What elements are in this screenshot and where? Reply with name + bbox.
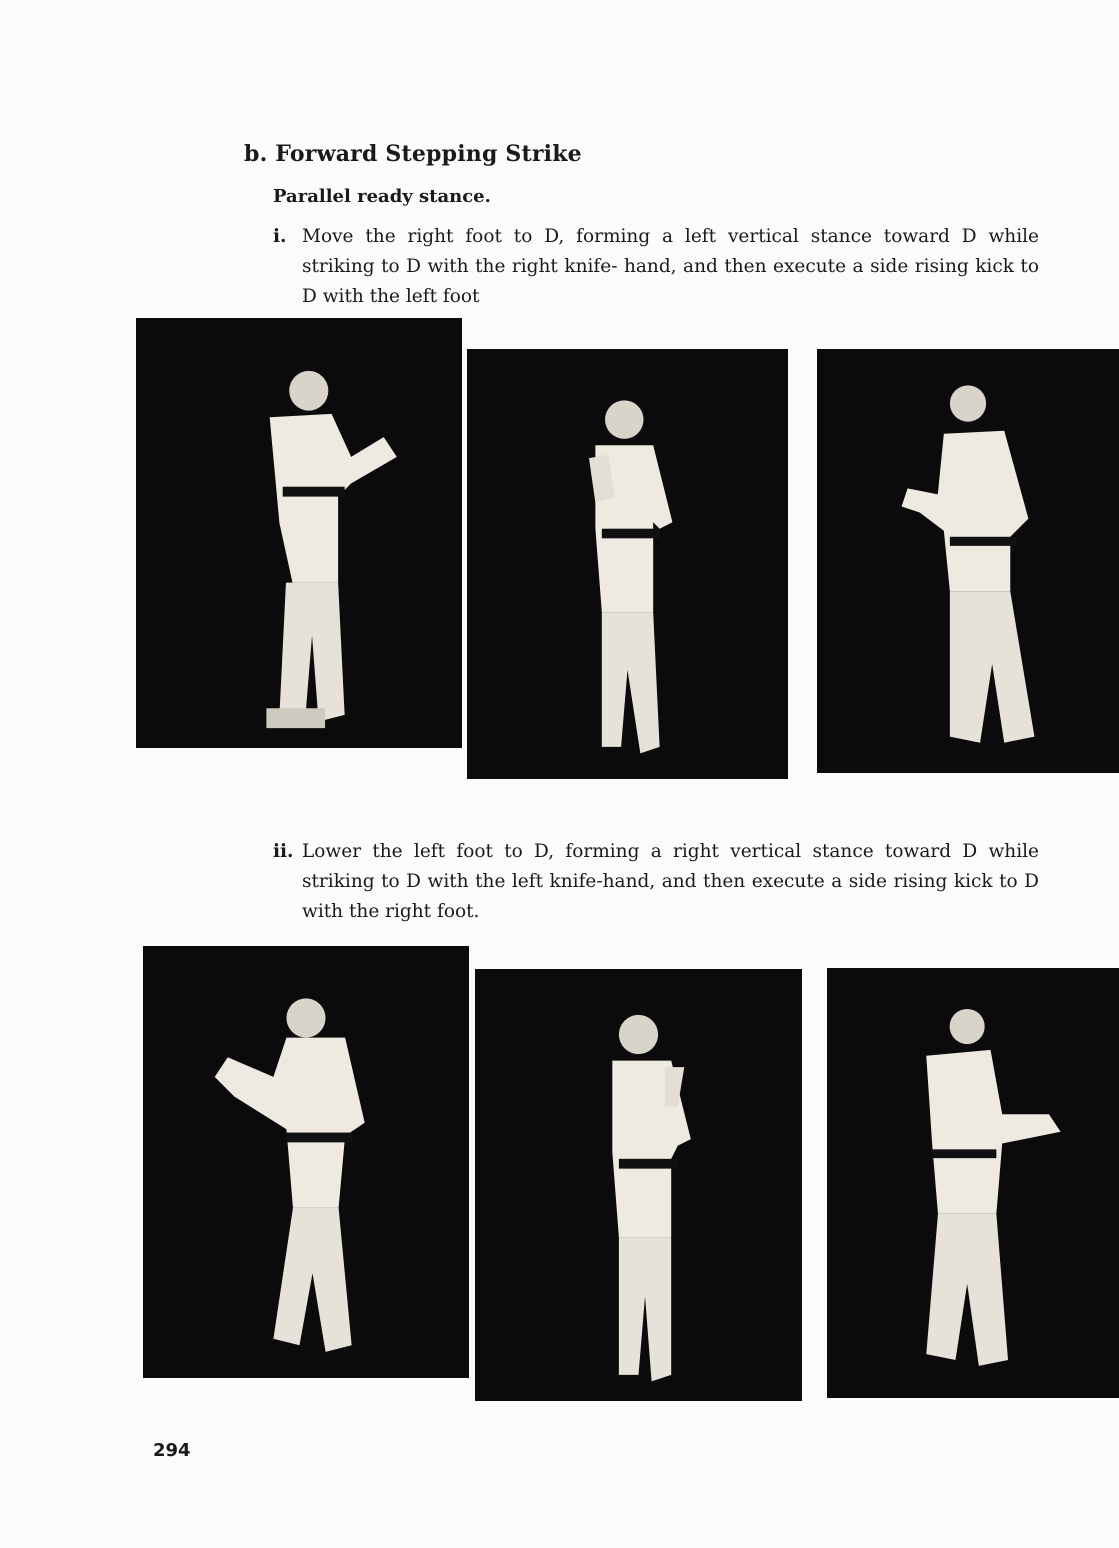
step-i (273, 222, 1039, 312)
section-title: b. Forward Stepping Strike (244, 141, 582, 167)
page-number: 294 (153, 1440, 191, 1461)
photo-step-i-3 (817, 349, 1119, 773)
step-marker: i. (273, 226, 287, 247)
step-ii (273, 837, 1039, 927)
photo-step-ii-3 (827, 968, 1119, 1398)
step-marker: ii. (273, 841, 294, 862)
ready-stance-heading: Parallel ready stance. (273, 186, 491, 207)
step-text: Move the right foot to D, forming a left vertical stance toward D while striking to D with the right knife- hand, and then execute a side rising kick to D with the left foot (302, 226, 1039, 307)
step-text: Lower the left foot to D, forming a right vertical stance toward D while striking to D with the left knife-hand, and then execute a side rising kick to D with the right foot. (302, 841, 1039, 922)
photo-step-i-1 (136, 318, 462, 748)
photo-step-ii-1 (143, 946, 469, 1378)
photo-step-ii-2 (475, 969, 802, 1401)
photo-step-i-2 (467, 349, 788, 779)
